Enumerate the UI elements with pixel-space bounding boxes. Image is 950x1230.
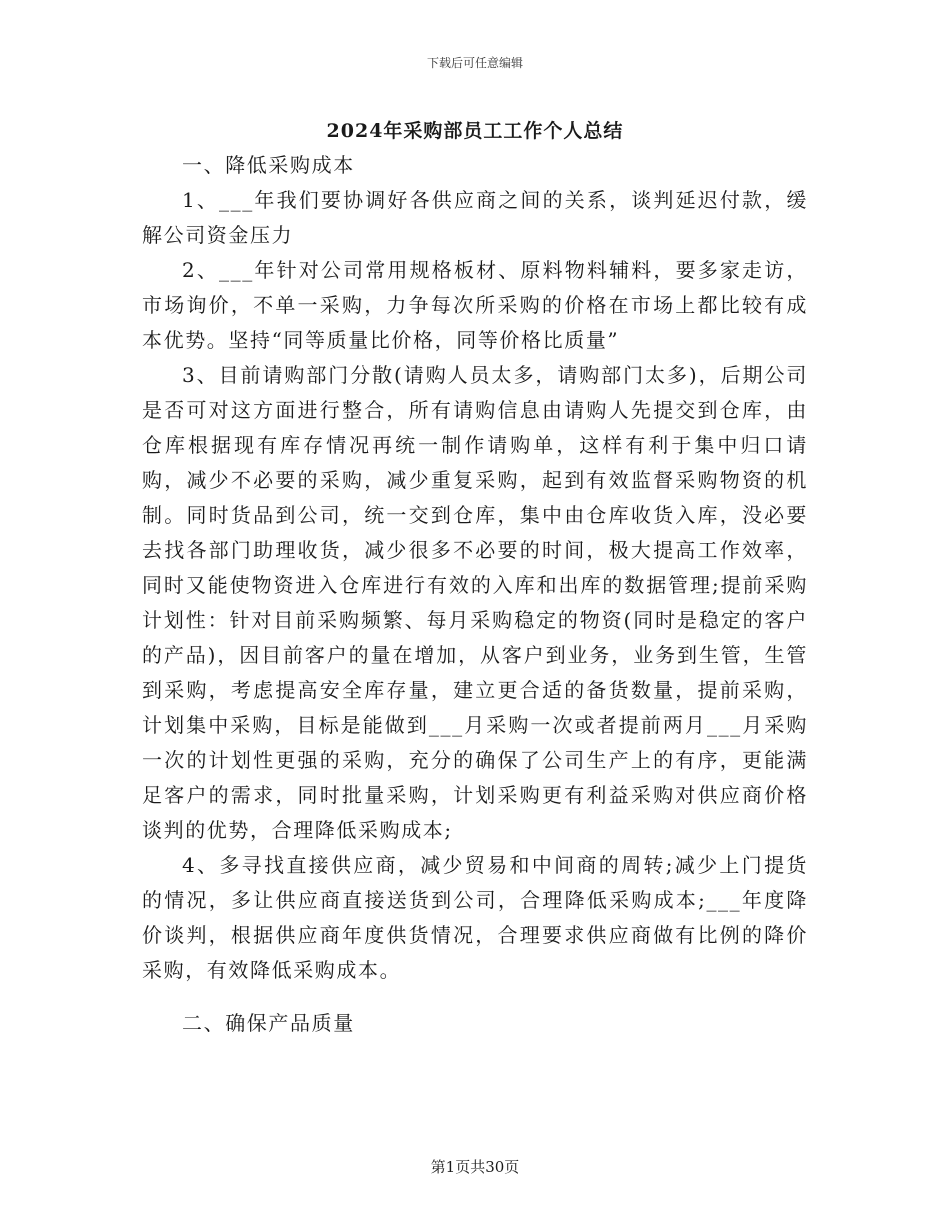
document-title: 2024年采购部员工工作个人总结	[326, 120, 624, 142]
page-number: 第1页共30页	[430, 1158, 520, 1176]
section-heading-1: 一、降低采购成本	[182, 153, 355, 177]
document-body	[142, 148, 808, 1041]
header-note: 下载后可任意编辑	[426, 56, 523, 70]
paragraph-2: 2、___年针对公司常用规格板材、原料物料辅料，要多家走访，市场询价，不单一采购，力争每次所采购的价格在市场上都比较有成本优势。坚持“同等质量比价格，同等价格比质量”	[142, 258, 808, 352]
paragraph-1: 1、___年我们要协调好各供应商之间的关系，谈判延迟付款，缓解公司资金压力	[142, 188, 808, 247]
section-heading-2: 二、确保产品质量	[182, 1011, 355, 1035]
paragraph-4: 4、多寻找直接供应商，减少贸易和中间商的周转;减少上门提货的情况，多让供应商直接送货到公司，合理降低采购成本;___年度降价谈判，根据供应商年度供货情况，合理要求供应商做有比例的降价采购，有效降低采购成本。	[142, 853, 808, 982]
paragraph-3: 3、目前请购部门分散(请购人员太多，请购部门太多)，后期公司是否可对这方面进行整合，所有请购信息由请购人先提交到仓库，由仓库根据现有库存情况再统一制作请购单，这样有利于集中归口请购，减少不必要的采购，减少重复采购，起到有效监督采购物资的机制。同时货品到公司，统一交到仓库，集中由仓库收货入库，没必要去找各部门助理收货，减少很多不必要的时间，极大提高工作效率，同时又能使物资进入仓库进行有效的入库和出库的数据管理;提前采购计划性：针对目前采购频繁、每月采购稳定的物资(同时是稳定的客户的产品)，因目前客户的量在增加，从客户到业务，业务到生管，生管到采购，考虑提高安全库存量，建立更合适的备货数量，提前采购，计划集中采购，目标是能做到___月采购一次或者提前两月___月采购一次的计划性更强的采购，充分的确保了公司生产上的有序，更能满足客户的需求，同时批量采购，计划采购更有利益采购对供应商价格谈判的优势，合理降低采购成本;	[142, 363, 808, 842]
